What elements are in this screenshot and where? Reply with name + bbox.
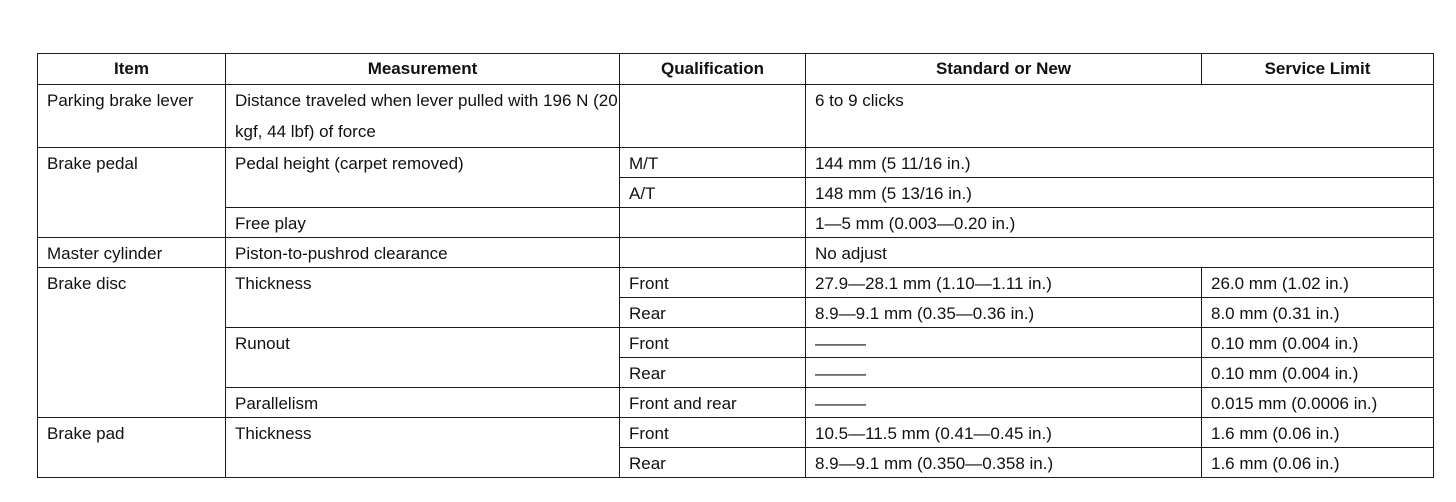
qualification-cell: Rear	[620, 358, 806, 388]
measurement-cell: Piston-to-pushrod clearance	[226, 238, 620, 268]
service-limit-cell: 8.0 mm (0.31 in.)	[1202, 298, 1434, 328]
measurement-cell: Parallelism	[226, 388, 620, 418]
table-row	[38, 208, 1434, 238]
item-cell: Brake disc	[38, 268, 226, 418]
qualification-cell	[620, 208, 806, 238]
measurement-cell: Thickness	[226, 418, 620, 478]
service-limit-cell: 26.0 mm (1.02 in.)	[1202, 268, 1434, 298]
header-standard: Standard or New	[806, 54, 1202, 85]
header-row	[38, 54, 1434, 85]
standard-cell: No adjust	[806, 238, 1434, 268]
qualification-cell: Rear	[620, 298, 806, 328]
header-qualification: Qualification	[620, 54, 806, 85]
item-cell: Brake pad	[38, 418, 226, 478]
table-row	[38, 388, 1434, 418]
qualification-cell: Front	[620, 328, 806, 358]
table-row	[38, 328, 1434, 358]
standard-cell: 1—5 mm (0.003—0.20 in.)	[806, 208, 1434, 238]
measurement-cell: Runout	[226, 328, 620, 388]
header-measurement: Measurement	[226, 54, 620, 85]
measurement-cell: Distance traveled when lever pulled with 196 N (20 kgf, 44 lbf) of force	[226, 85, 620, 148]
standard-cell: ———	[806, 388, 1202, 418]
service-limit-cell: 0.015 mm (0.0006 in.)	[1202, 388, 1434, 418]
brake-spec-table	[37, 53, 1434, 478]
standard-cell: 10.5—11.5 mm (0.41—0.45 in.)	[806, 418, 1202, 448]
measurement-cell: Free play	[226, 208, 620, 238]
standard-cell: ———	[806, 328, 1202, 358]
service-limit-cell: 1.6 mm (0.06 in.)	[1202, 418, 1434, 448]
qualification-cell: Front	[620, 268, 806, 298]
service-limit-cell: 0.10 mm (0.004 in.)	[1202, 358, 1434, 388]
table-row	[38, 148, 1434, 178]
qualification-cell: A/T	[620, 178, 806, 208]
qualification-cell: M/T	[620, 148, 806, 178]
service-limit-cell: 1.6 mm (0.06 in.)	[1202, 448, 1434, 478]
table-row	[38, 418, 1434, 448]
standard-cell: 148 mm (5 13/16 in.)	[806, 178, 1434, 208]
measurement-cell: Pedal height (carpet removed)	[226, 148, 620, 208]
header-item: Item	[38, 54, 226, 85]
standard-cell: ———	[806, 358, 1202, 388]
qualification-cell: Front and rear	[620, 388, 806, 418]
table-row	[38, 268, 1434, 298]
table-row	[38, 238, 1434, 268]
standard-cell: 144 mm (5 11/16 in.)	[806, 148, 1434, 178]
qualification-cell	[620, 238, 806, 268]
standard-cell: 27.9—28.1 mm (1.10—1.11 in.)	[806, 268, 1202, 298]
measurement-cell: Thickness	[226, 268, 620, 328]
item-cell: Master cylinder	[38, 238, 226, 268]
item-cell: Brake pedal	[38, 148, 226, 238]
qualification-cell: Rear	[620, 448, 806, 478]
qualification-cell: Front	[620, 418, 806, 448]
table-row	[38, 85, 1434, 148]
service-limit-cell: 0.10 mm (0.004 in.)	[1202, 328, 1434, 358]
standard-cell: 6 to 9 clicks	[806, 85, 1434, 148]
header-service-limit: Service Limit	[1202, 54, 1434, 85]
standard-cell: 8.9—9.1 mm (0.35—0.36 in.)	[806, 298, 1202, 328]
qualification-cell	[620, 85, 806, 148]
item-cell: Parking brake lever	[38, 85, 226, 148]
standard-cell: 8.9—9.1 mm (0.350—0.358 in.)	[806, 448, 1202, 478]
